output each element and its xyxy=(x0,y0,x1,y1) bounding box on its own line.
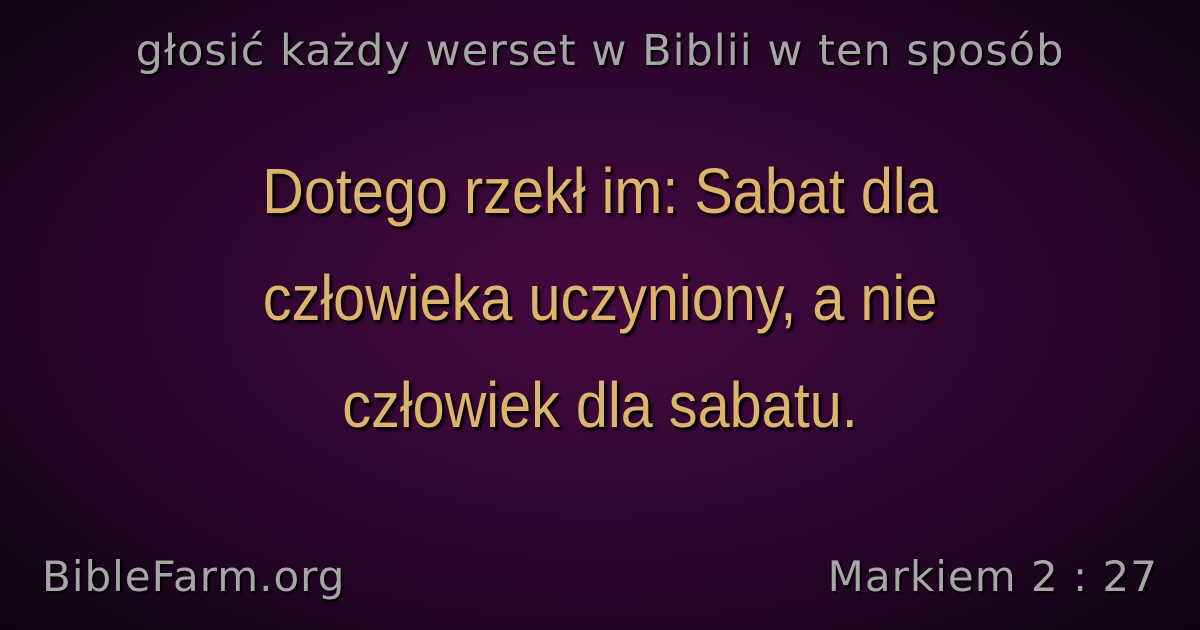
verse-reference: Markiem 2 : 27 xyxy=(827,552,1158,601)
verse-text xyxy=(150,138,1050,459)
verse-line-1: Dotego rzekł im: Sabat dla xyxy=(262,155,938,227)
verse-line-2: człowieka uczyniony, a nie xyxy=(262,262,938,334)
tagline: głosić każdy werset w Biblii w ten sposób xyxy=(135,26,1065,76)
verse-line-3: człowiek dla sabatu. xyxy=(342,369,858,441)
site-name: BibleFarm.org xyxy=(42,552,346,601)
